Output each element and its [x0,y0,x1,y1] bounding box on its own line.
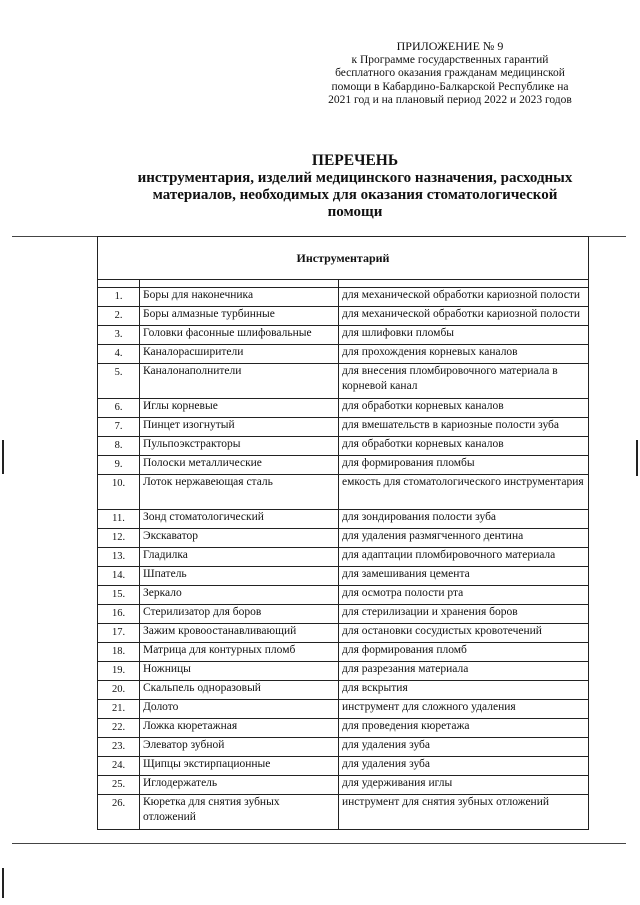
instrument-name: Каналонаполнители [140,364,339,399]
instrument-purpose: для обработки корневых каналов [339,437,589,456]
row-number: 13. [98,548,140,567]
row-number: 22. [98,719,140,738]
instrument-name: Каналорасширители [140,345,339,364]
table-row [98,586,589,605]
table-row [98,757,589,776]
row-number: 19. [98,662,140,681]
row-number: 4. [98,345,140,364]
spacer-row [98,280,589,288]
appendix-line: к Программе государственных гарантий [351,53,549,66]
instrument-purpose: для механической обработки кариозной полости [339,307,589,326]
row-number: 20. [98,681,140,700]
row-number: 25. [98,776,140,795]
table-row [98,307,589,326]
spacer-cell [339,280,589,288]
table-row [98,326,589,345]
instrument-name: Полоски металлические [140,456,339,475]
row-number: 21. [98,700,140,719]
appendix-title: ПРИЛОЖЕНИЕ № 9 [396,39,504,53]
instrument-name: Гладилка [140,548,339,567]
instrument-purpose: для формирования пломбы [339,456,589,475]
row-number: 9. [98,456,140,475]
instrument-purpose: инструмент для сложного удаления [339,700,589,719]
row-number: 17. [98,624,140,643]
spacer-cell [140,280,339,288]
instrument-name: Иглодержатель [140,776,339,795]
row-number: 16. [98,605,140,624]
table-row [98,456,589,475]
instrument-name: Зажим кровоостанавливающий [140,624,339,643]
instrument-name: Ложка кюретажная [140,719,339,738]
instrument-purpose: для обработки корневых каналов [339,399,589,418]
instrument-purpose: для осмотра полости рта [339,586,589,605]
row-number: 8. [98,437,140,456]
instrument-purpose: для удерживания иглы [339,776,589,795]
table-row [98,795,589,830]
row-number: 15. [98,586,140,605]
table-row [98,529,589,548]
table-row [98,719,589,738]
instrument-purpose: для механической обработки кариозной полости [339,288,589,307]
document-title: ПЕРЕЧЕНЬ [311,152,399,169]
table-row [98,475,589,510]
table-row [98,700,589,719]
row-number: 6. [98,399,140,418]
instrument-name: Боры для наконечника [140,288,339,307]
table-row [98,510,589,529]
row-number: 3. [98,326,140,345]
instrument-name: Матрица для контурных пломб [140,643,339,662]
table-row [98,776,589,795]
row-number: 7. [98,418,140,437]
instrument-name: Зеркало [140,586,339,605]
heading-line: помощи [327,204,383,220]
instrument-purpose: для зондирования полости зуба [339,510,589,529]
instruments-table [97,236,589,830]
scan-edge-mark [2,868,4,898]
instrument-purpose: для удаления зуба [339,757,589,776]
instrument-name: Скальпель одноразовый [140,681,339,700]
instrument-purpose: для адаптации пломбировочного материала [339,548,589,567]
instrument-purpose: для стерилизации и хранения боров [339,605,589,624]
row-number: 24. [98,757,140,776]
section-row [98,237,589,280]
instrument-name: Зонд стоматологический [140,510,339,529]
instrument-purpose: для прохождения корневых каналов [339,345,589,364]
table-row [98,643,589,662]
instrument-purpose: инструмент для снятия зубных отложений [339,795,589,830]
table-row [98,605,589,624]
row-number: 2. [98,307,140,326]
instrument-purpose: для вскрытия [339,681,589,700]
row-number: 23. [98,738,140,757]
appendix-header [300,40,600,108]
table-row [98,681,589,700]
instrument-name: Долото [140,700,339,719]
instrument-name: Боры алмазные турбинные [140,307,339,326]
table-row [98,624,589,643]
row-number: 11. [98,510,140,529]
instrument-purpose: емкость для стоматологического инструментария [339,475,589,510]
instrument-purpose: для остановки сосудистых кровотечений [339,624,589,643]
instrument-purpose: для вмешательств в кариозные полости зуба [339,418,589,437]
instrument-name: Головки фасонные шлифовальные [140,326,339,345]
scan-edge-mark [636,440,638,476]
instrument-name: Пинцет изогнутый [140,418,339,437]
row-number: 10. [98,475,140,510]
instrument-name: Лоток нержавеющая сталь [140,475,339,510]
instrument-name: Иглы корневые [140,399,339,418]
row-number: 26. [98,795,140,830]
spacer-cell [98,280,140,288]
instrument-name: Ножницы [140,662,339,681]
instrument-purpose: для внесения пломбировочного материала в корневой канал [339,364,589,399]
instrument-purpose: для удаления зуба [339,738,589,757]
scan-rule-bottom [12,843,626,844]
table-row [98,288,589,307]
instrument-name: Экскаватор [140,529,339,548]
row-number: 14. [98,567,140,586]
appendix-line: бесплатного оказания гражданам медицинской [335,67,565,80]
table-row [98,662,589,681]
instrument-purpose: для формирования пломб [339,643,589,662]
instrument-purpose: для удаления размягченного дентина [339,529,589,548]
table-row [98,567,589,586]
table-row [98,548,589,567]
table-row [98,399,589,418]
instrument-name: Стерилизатор для боров [140,605,339,624]
appendix-line: помощи в Кабардино-Балкарской Республике на [331,80,569,93]
instrument-name: Щипцы экстирпационные [140,757,339,776]
instrument-name: Шпатель [140,567,339,586]
instrument-purpose: для замешивания цемента [339,567,589,586]
table-row [98,364,589,399]
table-row [98,345,589,364]
instrument-purpose: для проведения кюретажа [339,719,589,738]
row-number: 1. [98,288,140,307]
scan-edge-mark [2,440,4,474]
section-title: Инструментарий [98,237,589,280]
instrument-name: Элеватор зубной [140,738,339,757]
heading-line: инструментария, изделий медицинского назначения, расходных [137,170,573,186]
table-row [98,437,589,456]
row-number: 18. [98,643,140,662]
appendix-line: 2021 год и на плановый период 2022 и 2023 годов [328,94,572,107]
row-number: 5. [98,364,140,399]
heading-line: материалов, необходимых для оказания стоматологической [152,187,558,203]
instrument-purpose: для шлифовки пломбы [339,326,589,345]
instrument-name: Пульпоэкстракторы [140,437,339,456]
row-number: 12. [98,529,140,548]
instrument-purpose: для разрезания материала [339,662,589,681]
table-row [98,738,589,757]
instrument-name: Кюретка для снятия зубных отложений [140,795,339,830]
document-heading [95,152,615,221]
table-row [98,418,589,437]
